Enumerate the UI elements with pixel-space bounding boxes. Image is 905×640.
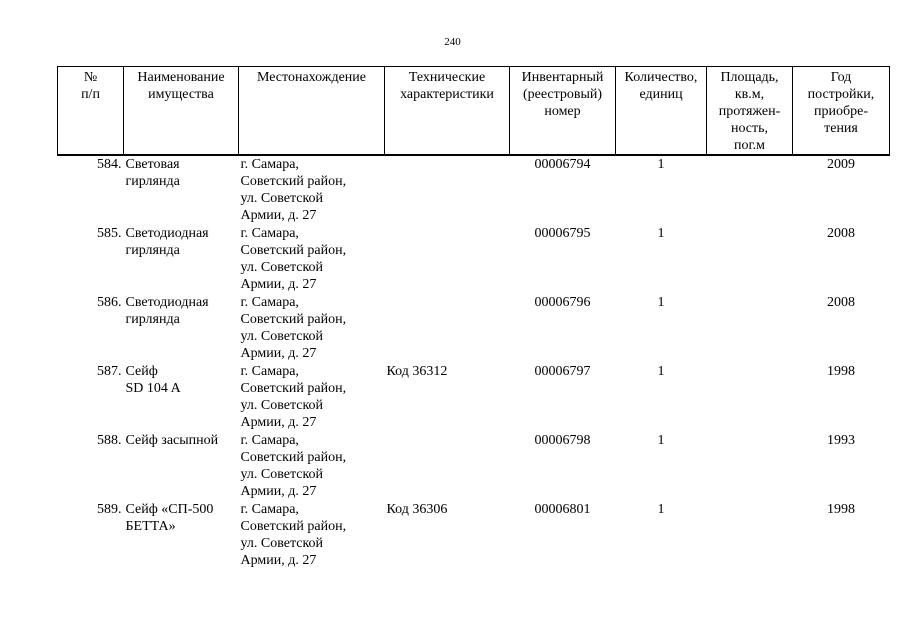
text-line: SD 104 A [125, 381, 181, 396]
cell-inventory: 00006795 [534, 226, 591, 241]
text-line: Советский район, [240, 312, 347, 327]
text-line: кв.м, [734, 87, 765, 102]
cell-tech [385, 294, 510, 363]
text-line: Советский район, [240, 243, 347, 258]
cell-quantity: 1 [657, 364, 665, 379]
cell-area [707, 363, 793, 432]
text-line: Сейф «СП-500 [125, 502, 214, 517]
text-line: Советский район, [240, 450, 347, 465]
header-name [124, 67, 239, 156]
cell-area [707, 155, 793, 225]
cell-area [707, 294, 793, 363]
cell-quantity: 1 [657, 157, 665, 172]
table-row [58, 501, 890, 570]
cell-num: 588. [97, 433, 122, 448]
cell-year: 2008 [827, 226, 855, 241]
cell-name [124, 432, 239, 501]
cell-num: 585. [97, 226, 122, 241]
text-line: протяжен- [718, 104, 781, 119]
text-line: г. Самара, [240, 157, 299, 172]
cell-tech: Код 36306 [386, 502, 448, 517]
property-registry-table [57, 66, 890, 570]
cell-inventory: 00006797 [534, 364, 591, 379]
text-line: Местонахождение [256, 70, 366, 85]
text-line: гирлянда [125, 312, 180, 327]
text-line: Светодиодная [125, 226, 209, 241]
text-line: тения [824, 121, 858, 136]
text-line: г. Самара, [240, 295, 299, 310]
text-line: приобре- [814, 104, 868, 119]
cell-location [239, 501, 385, 570]
page-number: 240 [444, 36, 461, 48]
text-line: пог.м [733, 138, 765, 153]
cell-location [239, 432, 385, 501]
text-line: Светодиодная [125, 295, 209, 310]
text-line: Армии, д. 27 [240, 415, 317, 430]
text-line: п/п [81, 87, 100, 102]
header-location [239, 67, 385, 156]
text-line: ул. Советской [240, 191, 324, 206]
text-line: ул. Советской [240, 536, 324, 551]
text-line: Советский район, [240, 381, 347, 396]
cell-name [124, 294, 239, 363]
text-line: Советский район, [240, 174, 347, 189]
table-row [58, 225, 890, 294]
text-line: Количество, [624, 70, 698, 85]
cell-area [707, 501, 793, 570]
table-row [58, 432, 890, 501]
text-line: Армии, д. 27 [240, 346, 317, 361]
cell-num: 586. [97, 295, 122, 310]
cell-name [124, 501, 239, 570]
text-line: Армии, д. 27 [240, 277, 317, 292]
text-line: Световая [125, 157, 180, 172]
text-line: имущества [148, 87, 214, 102]
cell-quantity: 1 [657, 226, 665, 241]
text-line: Технические [408, 70, 486, 85]
text-line: Наименование [137, 70, 225, 85]
cell-inventory: 00006801 [534, 502, 591, 517]
cell-name [124, 363, 239, 432]
text-line: Армии, д. 27 [240, 553, 317, 568]
cell-area [707, 225, 793, 294]
header-num [58, 67, 124, 156]
cell-year: 2008 [827, 295, 855, 310]
cell-year: 1993 [827, 433, 855, 448]
cell-inventory: 00006798 [534, 433, 591, 448]
cell-tech: Код 36312 [386, 364, 448, 379]
text-line: ул. Советской [240, 467, 324, 482]
cell-area [707, 432, 793, 501]
text-line: ность, [730, 121, 769, 136]
cell-name [124, 225, 239, 294]
header-tech [385, 67, 510, 156]
cell-quantity: 1 [657, 295, 665, 310]
table-header-row [58, 67, 890, 156]
cell-inventory: 00006794 [534, 157, 591, 172]
cell-location [239, 294, 385, 363]
cell-tech [385, 155, 510, 225]
text-line: Площадь, [720, 70, 779, 85]
text-line: БЕТТА» [125, 519, 176, 534]
cell-quantity: 1 [657, 502, 665, 517]
text-line: г. Самара, [240, 433, 299, 448]
text-line: Армии, д. 27 [240, 484, 317, 499]
text-line: Сейф засыпной [125, 433, 219, 448]
text-line: Инвентарный [521, 70, 604, 85]
table-row [58, 294, 890, 363]
cell-location [239, 363, 385, 432]
text-line: г. Самара, [240, 364, 299, 379]
cell-tech [385, 225, 510, 294]
text-line: ул. Советской [240, 398, 324, 413]
text-line: Сейф [125, 364, 158, 379]
text-line: ул. Советской [240, 329, 324, 344]
text-line: ул. Советской [240, 260, 324, 275]
header-inventory [510, 67, 616, 156]
text-line: гирлянда [125, 174, 180, 189]
table-row [58, 155, 890, 225]
text-line: (реестровый) [522, 87, 603, 102]
text-line: номер [544, 104, 581, 119]
text-line: гирлянда [125, 243, 180, 258]
cell-num: 589. [97, 502, 122, 517]
text-line: г. Самара, [240, 226, 299, 241]
cell-quantity: 1 [657, 433, 665, 448]
cell-num: 587. [97, 364, 122, 379]
cell-num: 584. [97, 157, 122, 172]
text-line: Год [830, 70, 852, 85]
header-area [707, 67, 793, 156]
text-line: постройки, [807, 87, 875, 102]
text-line: № [83, 70, 98, 85]
cell-tech [385, 432, 510, 501]
cell-year: 1998 [827, 364, 855, 379]
header-year [793, 67, 890, 156]
cell-year: 1998 [827, 502, 855, 517]
text-line: единиц [639, 87, 683, 102]
cell-inventory: 00006796 [534, 295, 591, 310]
text-line: характеристики [400, 87, 494, 102]
header-quantity [616, 67, 707, 156]
cell-location [239, 225, 385, 294]
table-row [58, 363, 890, 432]
text-line: г. Самара, [240, 502, 299, 517]
cell-location [239, 155, 385, 225]
cell-name [124, 155, 239, 225]
text-line: Советский район, [240, 519, 347, 534]
text-line: Армии, д. 27 [240, 208, 317, 223]
cell-year: 2009 [827, 157, 855, 172]
